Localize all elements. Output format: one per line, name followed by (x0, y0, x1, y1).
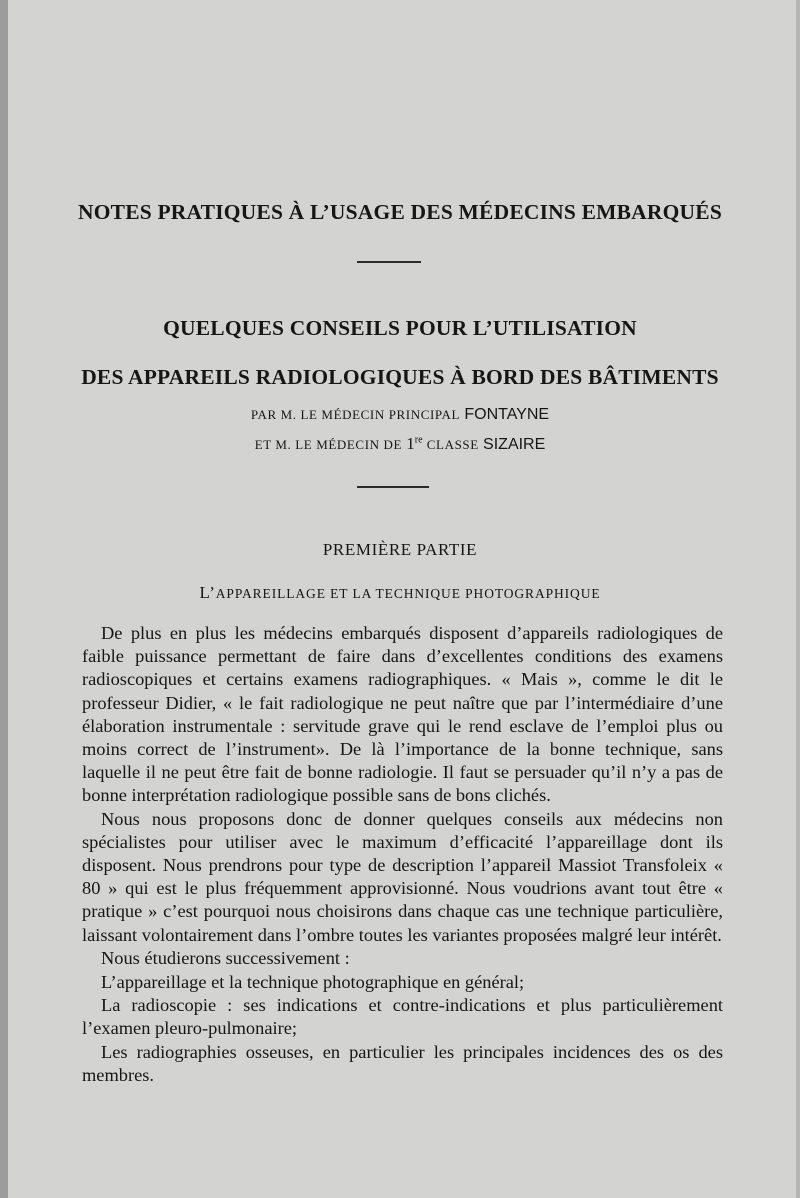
list-item-radiographies: Les radiographies osseuses, en particulier les principales incidences des os des membres. (82, 1041, 723, 1085)
list-item-appareillage: L’appareillage et la technique photographique en général; (101, 972, 525, 993)
author-name-1: FONTAYNE (464, 406, 550, 423)
section-heading-cap: L’ (199, 583, 216, 602)
ordinal-number: 1 (406, 434, 415, 453)
section-heading (0, 583, 800, 603)
byline-1-prefix: PAR M. LE MÉDECIN PRINCIPAL (250, 407, 461, 422)
byline-2-suffix: CLASSE (426, 437, 479, 452)
list-item-radioscopie: La radioscopie : ses indications et contre-indications et plus particulièrement l’examen pleuro-pulmonaire; (82, 995, 723, 1039)
author-name-2: SIZAIRE (483, 436, 546, 453)
byline-2-prefix: ET M. LE MÉDECIN DE (254, 437, 402, 452)
article-title-line-1: QUELQUES CONSEILS POUR L’UTILISATION (163, 316, 637, 340)
article-title-line-2: DES APPAREILS RADIOLOGIQUES À BORD DES BÂTIMENTS (81, 365, 719, 389)
paragraph-purpose: Nous nous proposons donc de donner quelques conseils aux médecins non spécialistes pour utiliser avec le maximum d’efficacité l’appareillage dont ils disposent. Nous prendrons pour type de description l’appareil Massiot Transfoleix « 80 » qui est le plus fréquemment approvisionné. Nous voudrions avant tout être « pratique » c’est pourquoi nous choisirons dans chaque cas une technique particulière, laissant volontairement dans l’ombre toutes les variantes proposées malgré leur intérêt. (82, 808, 723, 945)
byline-2-ordinal (406, 434, 422, 453)
journal-section-title: NOTES PRATIQUES À L’USAGE DES MÉDECINS EMBARQUÉS (78, 200, 722, 224)
paragraph-intro: De plus en plus les médecins embarqués disposent d’appareils radiologiques de faible puissance permettant de faire dans d’excellentes conditions des examens radioscopiques et certains examens radiographiques. « Mais », comme le dit le professeur Didier, « le fait radiologique ne peut naître que par l’intermédiaire d’une élaboration instrumentale : servitude grave qui le rend esclave de l’emploi plus ou moins correct de l’instrument». De là l’importance de la bonne technique, sans laquelle il ne peut être fait de bonne radiologie. Il faut se persuader qu’il n’y a pas de bonne interprétation radiologique possible sans de bons clichés. (82, 623, 723, 806)
separator-rule-bottom (357, 486, 429, 488)
ordinal-superscript: re (414, 434, 423, 446)
paragraph-plan: Nous étudierons successivement : (101, 947, 350, 968)
body-text (82, 622, 723, 1087)
author-byline-1 (0, 404, 800, 424)
separator-rule-top (357, 261, 421, 263)
part-heading: PREMIÈRE PARTIE (322, 540, 478, 559)
author-byline-2 (0, 434, 800, 454)
section-heading-rest: APPAREILLAGE ET LA TECHNIQUE PHOTOGRAPHIQUE (215, 586, 601, 601)
